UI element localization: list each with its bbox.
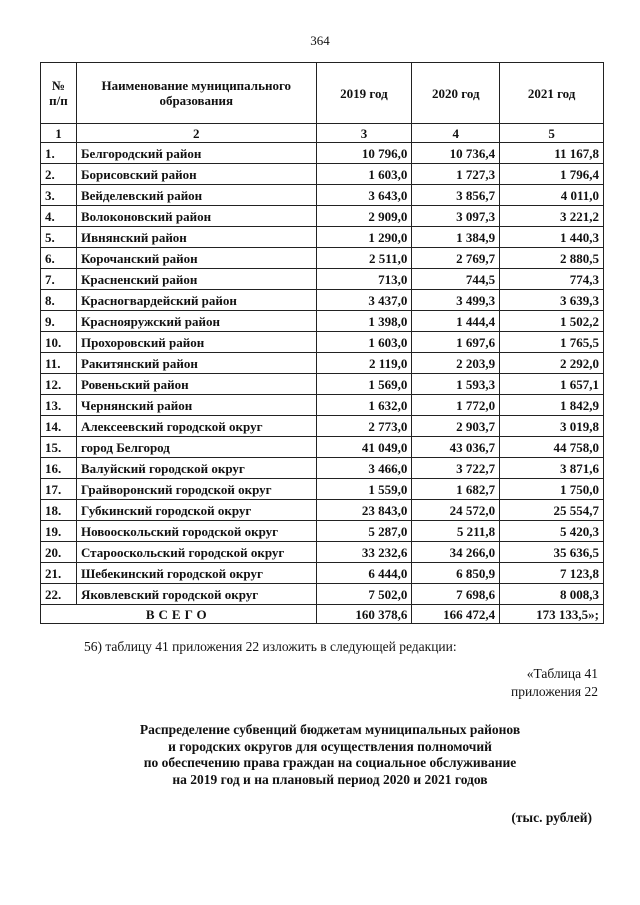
row-value-2019: 41 049,0 xyxy=(316,437,412,458)
row-value-2019: 23 843,0 xyxy=(316,500,412,521)
table-row xyxy=(41,563,604,584)
table-row xyxy=(41,437,604,458)
row-value-2019: 5 287,0 xyxy=(316,521,412,542)
header-2021: 2021 год xyxy=(500,63,604,124)
table-row xyxy=(41,311,604,332)
row-name: город Белгород xyxy=(76,437,316,458)
row-value-2019: 3 437,0 xyxy=(316,290,412,311)
row-value-2019: 1 559,0 xyxy=(316,479,412,500)
row-value-2020: 1 444,4 xyxy=(412,311,500,332)
row-value-2021: 774,3 xyxy=(500,269,604,290)
row-value-2021: 1 750,0 xyxy=(500,479,604,500)
total-2021: 173 133,5»; xyxy=(500,605,604,624)
table-row xyxy=(41,521,604,542)
row-value-2021: 2 880,5 xyxy=(500,248,604,269)
row-value-2021: 2 292,0 xyxy=(500,353,604,374)
row-number: 5. xyxy=(41,227,77,248)
row-number: 20. xyxy=(41,542,77,563)
table-row xyxy=(41,143,604,164)
table-row xyxy=(41,206,604,227)
row-number: 8. xyxy=(41,290,77,311)
row-name: Яковлевский городской округ xyxy=(76,584,316,605)
row-value-2021: 1 657,1 xyxy=(500,374,604,395)
row-value-2019: 1 290,0 xyxy=(316,227,412,248)
header-name: Наименование муниципального образования xyxy=(76,63,316,124)
row-name: Красногвардейский район xyxy=(76,290,316,311)
total-2019: 160 378,6 xyxy=(316,605,412,624)
table-row xyxy=(41,290,604,311)
row-value-2021: 1 765,5 xyxy=(500,332,604,353)
row-value-2021: 44 758,0 xyxy=(500,437,604,458)
row-value-2021: 1 440,3 xyxy=(500,227,604,248)
column-number: 3 xyxy=(316,124,412,143)
page-number: 364 xyxy=(310,33,330,48)
row-number: 12. xyxy=(41,374,77,395)
row-value-2020: 1 682,7 xyxy=(412,479,500,500)
table-row xyxy=(41,416,604,437)
row-name: Корочанский район xyxy=(76,248,316,269)
row-number: 3. xyxy=(41,185,77,206)
table-row xyxy=(41,332,604,353)
row-value-2020: 5 211,8 xyxy=(412,521,500,542)
row-value-2020: 1 593,3 xyxy=(412,374,500,395)
row-number: 16. xyxy=(41,458,77,479)
row-value-2019: 1 603,0 xyxy=(316,332,412,353)
row-value-2019: 1 569,0 xyxy=(316,374,412,395)
row-value-2019: 7 502,0 xyxy=(316,584,412,605)
row-value-2019: 1 603,0 xyxy=(316,164,412,185)
units-label: (тыс. рублей) xyxy=(511,810,592,825)
row-value-2019: 1 632,0 xyxy=(316,395,412,416)
row-value-2021: 3 019,8 xyxy=(500,416,604,437)
row-value-2020: 1 697,6 xyxy=(412,332,500,353)
row-value-2020: 1 727,3 xyxy=(412,164,500,185)
row-value-2021: 35 636,5 xyxy=(500,542,604,563)
heading-line: и городских округов для осуществления полномочий xyxy=(168,738,492,754)
row-number: 22. xyxy=(41,584,77,605)
table-row xyxy=(41,374,604,395)
amendment-paragraph: 56) таблицу 41 приложения 22 изложить в следующей редакции: xyxy=(84,639,457,654)
row-value-2020: 6 850,9 xyxy=(412,563,500,584)
row-value-2019: 2 773,0 xyxy=(316,416,412,437)
row-value-2019: 6 444,0 xyxy=(316,563,412,584)
table-row xyxy=(41,584,604,605)
heading-line: Распределение субвенций бюджетам муниципальных районов xyxy=(139,722,521,737)
row-name: Валуйский городской округ xyxy=(76,458,316,479)
row-name: Волоконовский район xyxy=(76,206,316,227)
header-2019: 2019 год xyxy=(316,63,412,124)
row-number: 7. xyxy=(41,269,77,290)
row-number: 17. xyxy=(41,479,77,500)
row-value-2020: 3 499,3 xyxy=(412,290,500,311)
row-number: 1. xyxy=(41,143,77,164)
column-number: 2 xyxy=(76,124,316,143)
row-name: Ивнянский район xyxy=(76,227,316,248)
table-row xyxy=(41,458,604,479)
row-value-2020: 3 722,7 xyxy=(412,458,500,479)
table-heading xyxy=(40,722,620,788)
table-reference-line: «Таблица 41 xyxy=(526,666,598,681)
row-value-2019: 713,0 xyxy=(316,269,412,290)
row-number: 2. xyxy=(41,164,77,185)
row-name: Старооскольский городской округ xyxy=(76,542,316,563)
row-name: Краснояружский район xyxy=(76,311,316,332)
row-value-2019: 2 909,0 xyxy=(316,206,412,227)
row-number: 9. xyxy=(41,311,77,332)
table-row xyxy=(41,227,604,248)
row-name: Вейделевский район xyxy=(76,185,316,206)
row-value-2021: 11 167,8 xyxy=(500,143,604,164)
row-number: 15. xyxy=(41,437,77,458)
column-number: 4 xyxy=(412,124,500,143)
row-value-2020: 7 698,6 xyxy=(412,584,500,605)
table-header-row xyxy=(41,63,604,124)
table-row xyxy=(41,164,604,185)
header-num: № п/п xyxy=(41,63,77,124)
header-2020: 2020 год xyxy=(412,63,500,124)
row-value-2020: 1 384,9 xyxy=(412,227,500,248)
heading-line: по обеспечению права граждан на социальное обслуживание xyxy=(143,755,517,770)
table-reference-line: приложения 22 xyxy=(510,684,598,699)
row-value-2021: 8 008,3 xyxy=(500,584,604,605)
column-number-row xyxy=(41,124,604,143)
row-name: Белгородский район xyxy=(76,143,316,164)
row-number: 13. xyxy=(41,395,77,416)
row-value-2019: 10 796,0 xyxy=(316,143,412,164)
row-value-2020: 3 097,3 xyxy=(412,206,500,227)
row-name: Новооскольский городской округ xyxy=(76,521,316,542)
table-row xyxy=(41,395,604,416)
row-value-2019: 1 398,0 xyxy=(316,311,412,332)
table-row xyxy=(41,248,604,269)
row-value-2021: 1 796,4 xyxy=(500,164,604,185)
row-value-2021: 1 502,2 xyxy=(500,311,604,332)
row-value-2020: 2 903,7 xyxy=(412,416,500,437)
row-number: 18. xyxy=(41,500,77,521)
table-row xyxy=(41,269,604,290)
row-name: Борисовский район xyxy=(76,164,316,185)
row-name: Губкинский городской округ xyxy=(76,500,316,521)
heading-line: на 2019 год и на плановый период 2020 и 2021 годов xyxy=(172,771,488,787)
table-row xyxy=(41,353,604,374)
row-name: Шебекинский городской округ xyxy=(76,563,316,584)
row-value-2019: 33 232,6 xyxy=(316,542,412,563)
row-name: Красненский район xyxy=(76,269,316,290)
row-name: Чернянский район xyxy=(76,395,316,416)
total-2020: 166 472,4 xyxy=(412,605,500,624)
row-value-2020: 3 856,7 xyxy=(412,185,500,206)
row-value-2020: 34 266,0 xyxy=(412,542,500,563)
row-value-2019: 2 119,0 xyxy=(316,353,412,374)
row-value-2019: 3 643,0 xyxy=(316,185,412,206)
row-name: Алексеевский городской округ xyxy=(76,416,316,437)
row-name: Ракитянский район xyxy=(76,353,316,374)
row-value-2020: 2 203,9 xyxy=(412,353,500,374)
table-row xyxy=(41,542,604,563)
row-value-2021: 7 123,8 xyxy=(500,563,604,584)
total-row xyxy=(41,605,604,624)
row-name: Прохоровский район xyxy=(76,332,316,353)
row-value-2021: 3 639,3 xyxy=(500,290,604,311)
row-value-2020: 24 572,0 xyxy=(412,500,500,521)
table-reference xyxy=(511,665,598,701)
row-value-2020: 43 036,7 xyxy=(412,437,500,458)
row-name: Ровеньский район xyxy=(76,374,316,395)
column-number: 5 xyxy=(500,124,604,143)
row-value-2021: 3 871,6 xyxy=(500,458,604,479)
row-number: 21. xyxy=(41,563,77,584)
row-value-2021: 5 420,3 xyxy=(500,521,604,542)
row-value-2019: 3 466,0 xyxy=(316,458,412,479)
row-value-2020: 2 769,7 xyxy=(412,248,500,269)
total-label: ВСЕГО xyxy=(41,605,317,624)
row-number: 6. xyxy=(41,248,77,269)
row-number: 14. xyxy=(41,416,77,437)
row-value-2019: 2 511,0 xyxy=(316,248,412,269)
row-value-2021: 1 842,9 xyxy=(500,395,604,416)
table-row xyxy=(41,500,604,521)
row-value-2021: 25 554,7 xyxy=(500,500,604,521)
row-value-2021: 3 221,2 xyxy=(500,206,604,227)
row-number: 4. xyxy=(41,206,77,227)
subventions-table xyxy=(40,62,604,624)
row-value-2020: 1 772,0 xyxy=(412,395,500,416)
row-value-2020: 744,5 xyxy=(412,269,500,290)
row-name: Грайворонский городской округ xyxy=(76,479,316,500)
table-row xyxy=(41,185,604,206)
table-row xyxy=(41,479,604,500)
row-value-2021: 4 011,0 xyxy=(500,185,604,206)
row-value-2020: 10 736,4 xyxy=(412,143,500,164)
row-number: 11. xyxy=(41,353,77,374)
row-number: 10. xyxy=(41,332,77,353)
row-number: 19. xyxy=(41,521,77,542)
column-number: 1 xyxy=(41,124,77,143)
